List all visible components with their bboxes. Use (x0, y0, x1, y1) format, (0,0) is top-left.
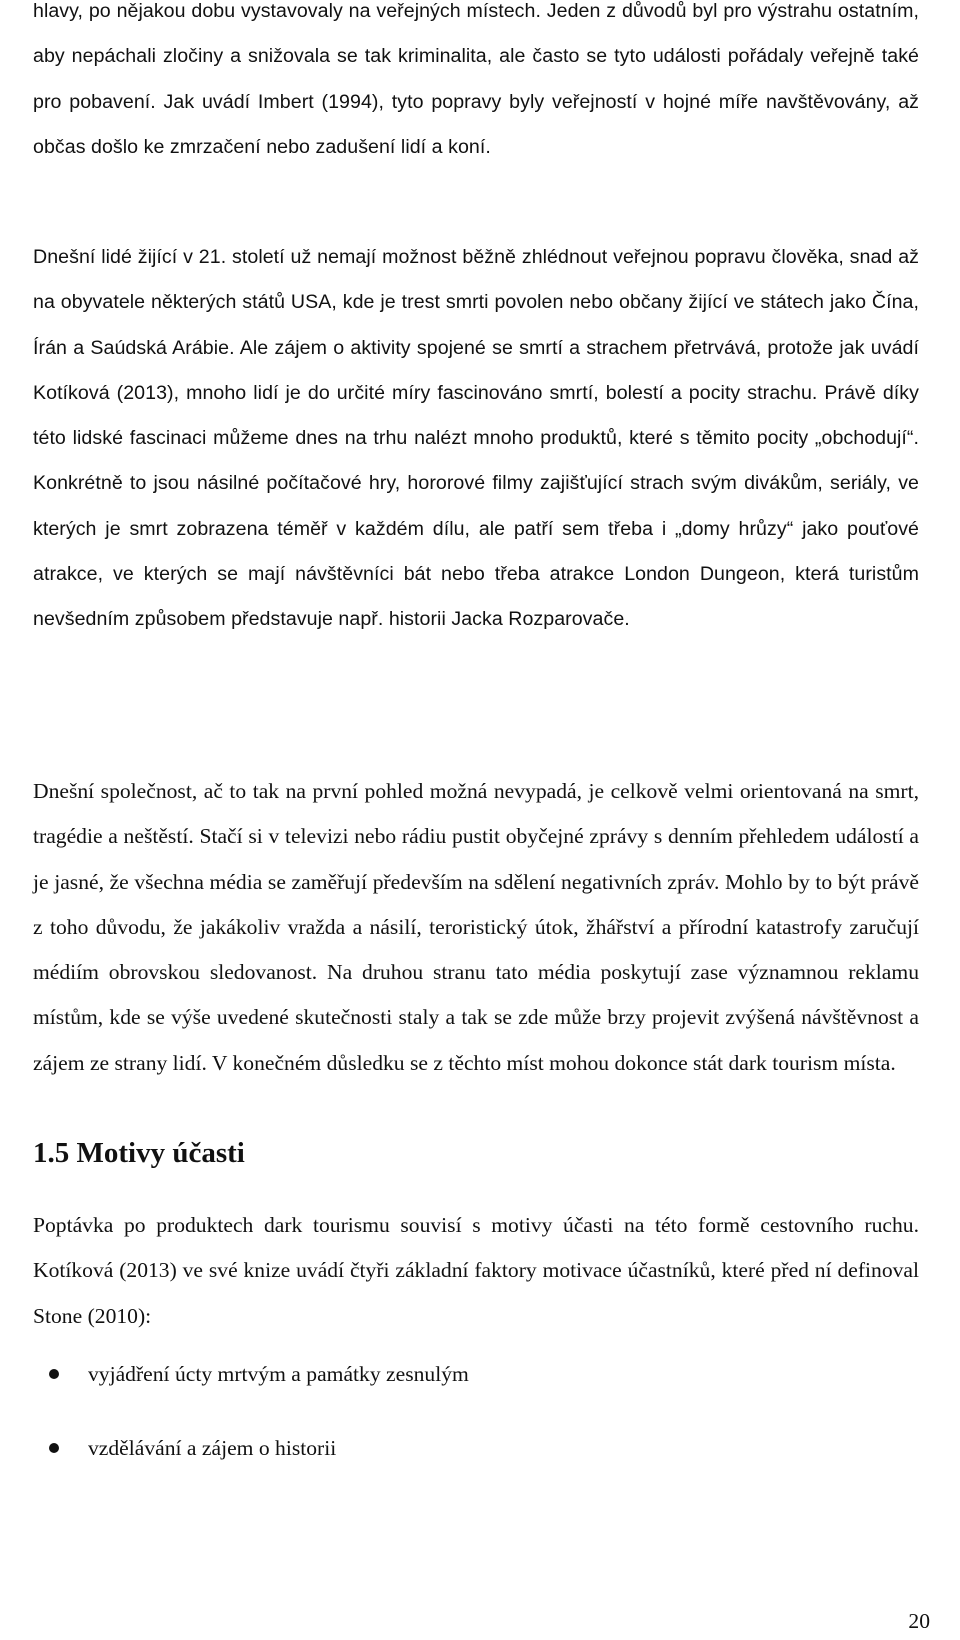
page-number: 20 (908, 1609, 930, 1633)
list-item (33, 1352, 919, 1426)
paragraph-1: hlavy, po nějakou dobu vystavovaly na veřejných místech. Jeden z důvodů byl pro výstrahu ostatním, aby nepáchali zločiny a snižovala se tak kriminalita, ale často se tyto události pořádaly veřejně také pro pobavení. Jak uvádí Imbert (1994), tyto popravy byly veřejností v hojné míře navštěvovány, až občas došlo ke zmrzačení nebo zadušení lidí a koní. (33, 0, 919, 158)
bullet-list (33, 1352, 919, 1500)
bullet-icon (49, 1369, 59, 1379)
section-paragraph: Poptávka po produktech dark tourismu souvisí s motivy účasti na této formě cestovního ruchu. Kotíková (2013) ve své knize uvádí čtyři základní faktory motivace účastníků, které před ní definoval Stone (2010): (33, 1213, 919, 1328)
paragraph-3: Dnešní společnost, ač to tak na první pohled možná nevypadá, je celkově velmi orientovaná na smrt, tragédie a neštěstí. Stačí si v televizi nebo rádiu pustit obyčejné zprávy s denním přehledem událostí a je jasné, že všechna média se zaměřují především na sdělení negativních zpráv. Mohlo by to být právě z toho důvodu, že jakákoliv vražda a násilí, teroristický útok, žhářství a přírodní katastrofy zaručují médiím obrovskou sledovanost. Na druhou stranu tato média poskytují zase významnou reklamu místům, kde se výše uvedené skutečnosti staly a tak se zde může brzy projevit zvýšená návštěvnost a zájem ze strany lidí. V konečném důsledku se z těchto míst mohou dokonce stát dark tourism místa. (33, 779, 919, 1075)
list-item (33, 1426, 919, 1500)
list-item-text: vzdělávání a zájem o historii (88, 1436, 337, 1460)
section-heading: 1.5 Motivy účasti (33, 1137, 245, 1169)
bullet-icon (49, 1443, 59, 1453)
list-item-text: vyjádření úcty mrtvým a památky zesnulým (88, 1362, 469, 1386)
paragraph-2: Dnešní lidé žijící v 21. století už nemají možnost běžně zhlédnout veřejnou popravu člověka, snad až na obyvatele některých států USA, kde je trest smrti povolen nebo občany žijící ve státech jako Čína, Írán a Saúdská Arábie. Ale zájem o aktivity spojené se smrtí a strachem přetrvává, protože jak uvádí Kotíková (2013), mnoho lidí je do určité míry fascinováno smrtí, bolestí a pocity strachu. Právě díky této lidské fascinaci můžeme dnes na trhu nalézt mnoho produktů, které s těmito pocity „obchodují“. Konkrétně to jsou násilné počítačové hry, hororové filmy zajišťující strach svým divákům, seriály, ve kterých je smrt zobrazena téměř v každém dílu, ale patří sem třeba i „domy hrůzy“ jako pouťové atrakce, ve kterých se mají návštěvníci bát nebo třeba atrakce London Dungeon, která turistům nevšedním způsobem představuje např. historii Jacka Rozparovače. (33, 246, 919, 631)
